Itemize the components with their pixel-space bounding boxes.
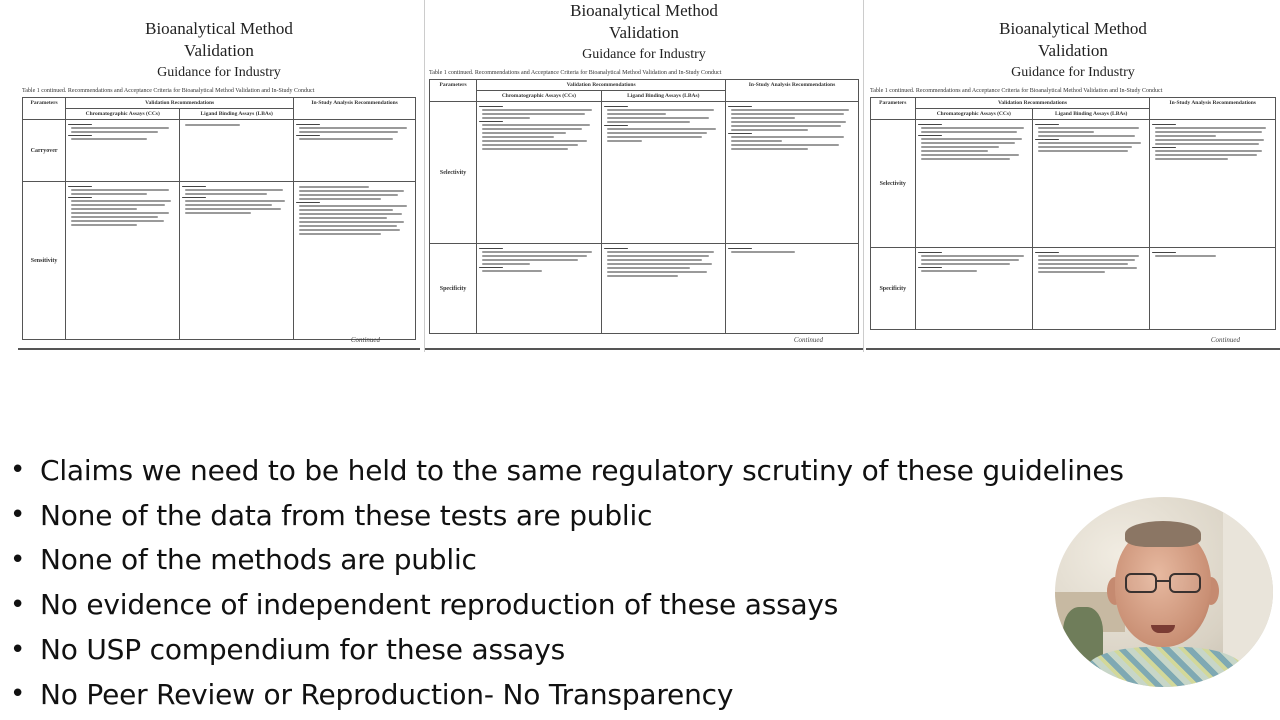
document-thumbnail-2 xyxy=(424,0,864,352)
table-cell-text xyxy=(477,244,601,334)
table-caption: Table 1 continued. Recommendations and Acceptance Criteria for Bioanalytical Method Validation and In-Study Conduct xyxy=(870,88,1163,94)
table-cell-text xyxy=(1032,248,1149,330)
row-parameter-name: Selectivity xyxy=(871,120,916,248)
table-cell-text xyxy=(66,120,180,182)
table-cell-text xyxy=(601,244,725,334)
bullet-text: None of the methods are public xyxy=(40,543,477,577)
table-cell-text xyxy=(601,102,725,244)
table-cell-text xyxy=(915,120,1032,248)
col-group-validation: Validation Recommendations xyxy=(66,98,294,109)
continued-label: Continued xyxy=(793,336,823,344)
bullet-text: No Peer Review or Reproduction- No Transparency xyxy=(40,677,734,711)
document-subtitle: Guidance for Industry xyxy=(582,47,706,62)
bullet-item xyxy=(10,448,1250,493)
col-chromatographic: Chromatographic Assays (CCs) xyxy=(66,109,180,120)
col-parameters: Parameters xyxy=(430,80,477,102)
bullet-icon: • xyxy=(10,455,26,486)
col-chromatographic: Chromatographic Assays (CCs) xyxy=(915,109,1032,120)
table-cell-text xyxy=(294,182,416,340)
glasses-icon xyxy=(1125,573,1205,595)
table-caption: Table 1 continued. Recommendations and Acceptance Criteria for Bioanalytical Method Validation and In-Study Conduct xyxy=(22,88,315,94)
col-group-validation: Validation Recommendations xyxy=(477,80,726,91)
bullet-icon: • xyxy=(10,679,26,710)
document-header xyxy=(866,0,1280,82)
validation-table xyxy=(429,79,859,334)
bullet-icon: • xyxy=(10,634,26,665)
row-parameter-name: Selectivity xyxy=(430,102,477,244)
col-chromatographic: Chromatographic Assays (CCs) xyxy=(477,91,601,102)
table-cell-text xyxy=(1150,248,1276,330)
continued-label: Continued xyxy=(350,336,380,344)
col-ligand-binding: Ligand Binding Assays (LBAs) xyxy=(601,91,725,102)
row-parameter-name: Carryover xyxy=(23,120,66,182)
bullet-icon: • xyxy=(10,500,26,531)
row-parameter-name: Sensitivity xyxy=(23,182,66,340)
validation-table xyxy=(22,97,416,340)
row-parameter-name: Specificity xyxy=(871,248,916,330)
document-header xyxy=(18,0,420,82)
presenter-shirt xyxy=(1085,647,1245,687)
divider xyxy=(866,348,1280,350)
document-title-line2: Validation xyxy=(609,23,679,42)
col-in-study: In-Study Analysis Recommendations xyxy=(1150,98,1276,120)
col-ligand-binding: Ligand Binding Assays (LBAs) xyxy=(180,109,294,120)
bullet-text: No evidence of independent reproduction of these assays xyxy=(40,588,839,622)
bullet-icon: • xyxy=(10,589,26,620)
document-subtitle: Guidance for Industry xyxy=(1011,65,1135,80)
table-caption: Table 1 continued. Recommendations and Acceptance Criteria for Bioanalytical Method Validation and In-Study Conduct xyxy=(429,70,722,76)
row-parameter-name: Specificity xyxy=(430,244,477,334)
table-cell-text xyxy=(180,182,294,340)
table-cell-text xyxy=(915,248,1032,330)
bullet-item xyxy=(10,493,1250,538)
divider xyxy=(425,348,863,350)
document-title-line1: Bioanalytical Method xyxy=(570,1,718,20)
col-in-study: In-Study Analysis Recommendations xyxy=(726,80,859,102)
table-cell-text xyxy=(180,120,294,182)
col-in-study: In-Study Analysis Recommendations xyxy=(294,98,416,120)
document-thumbnail-1 xyxy=(18,0,420,352)
continued-label: Continued xyxy=(1210,336,1240,344)
table-cell-text xyxy=(726,244,859,334)
document-title-line2: Validation xyxy=(184,41,254,60)
col-parameters: Parameters xyxy=(23,98,66,120)
table-cell-text xyxy=(66,182,180,340)
divider xyxy=(18,348,420,350)
col-ligand-binding: Ligand Binding Assays (LBAs) xyxy=(1032,109,1149,120)
document-header xyxy=(425,0,863,64)
validation-table xyxy=(870,97,1276,330)
table-cell-text xyxy=(477,102,601,244)
document-title-line1: Bioanalytical Method xyxy=(145,19,293,38)
table-cell-text xyxy=(1032,120,1149,248)
bullet-text: No USP compendium for these assays xyxy=(40,633,565,667)
table-cell-text xyxy=(294,120,416,182)
table-cell-text xyxy=(1150,120,1276,248)
document-title-line2: Validation xyxy=(1038,41,1108,60)
bullet-text: None of the data from these tests are public xyxy=(40,498,653,532)
document-title-line1: Bioanalytical Method xyxy=(999,19,1147,38)
document-subtitle: Guidance for Industry xyxy=(157,65,281,80)
presenter-webcam-video xyxy=(1055,497,1273,687)
col-parameters: Parameters xyxy=(871,98,916,120)
bullet-item xyxy=(10,672,1250,717)
table-cell-text xyxy=(726,102,859,244)
col-group-validation: Validation Recommendations xyxy=(915,98,1150,109)
document-thumbnail-3 xyxy=(866,0,1280,352)
bullet-text: Claims we need to be held to the same regulatory scrutiny of these guidelines xyxy=(40,453,1124,487)
bullet-icon: • xyxy=(10,544,26,575)
presenter-hair xyxy=(1125,521,1201,547)
